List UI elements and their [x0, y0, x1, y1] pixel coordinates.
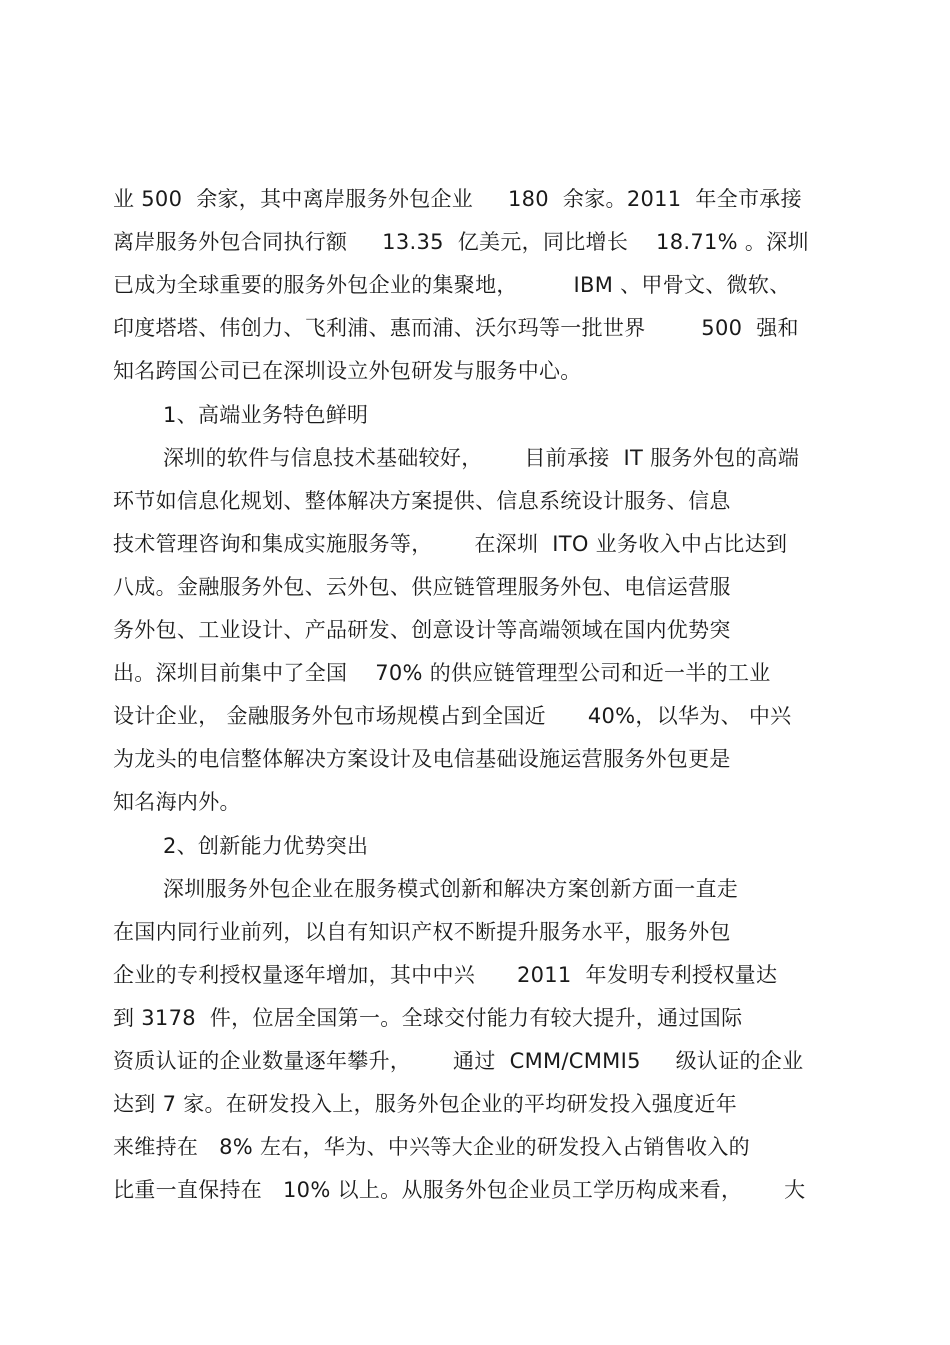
section-heading: 1、高端业务特色鲜明 [163, 403, 369, 427]
text-line: 技术管理咨询和集成实施服务等， 在深圳 ITO 业务收入中占比达到 [113, 532, 788, 556]
text-line: 在国内同行业前列，以自有知识产权不断提升服务水平，服务外包 [113, 920, 731, 944]
text-line: 离岸服务外包合同执行额 13.35 亿美元，同比增长 18.71% 。深圳 [113, 230, 809, 254]
text-line: 业 500 余家，其中离岸服务外包企业 180 余家。2011 年全市承接 [113, 187, 802, 211]
text-line: 环节如信息化规划、整体解决方案提供、信息系统设计服务、信息 [113, 489, 731, 513]
text-line: 务外包、工业设计、产品研发、创意设计等高端领域在国内优势突 [113, 618, 731, 642]
text-line: 八成。金融服务外包、云外包、供应链管理服务外包、电信运营服 [113, 575, 731, 599]
text-line: 比重一直保持在 10% 以上。从服务外包企业员工学历构成来看， 大 [113, 1178, 806, 1202]
text-line: 为龙头的电信整体解决方案设计及电信基础设施运营服务外包更是 [113, 747, 731, 771]
text-line: 印度塔塔、伟创力、飞利浦、惠而浦、沃尔玛等一批世界 500 强和 [113, 316, 799, 340]
text-line: 知名跨国公司已在深圳设立外包研发与服务中心。 [113, 359, 582, 383]
section-heading: 2、创新能力优势突出 [163, 834, 369, 858]
text-line: 到 3178 件，位居全国第一。全球交付能力有较大提升，通过国际 [113, 1006, 743, 1030]
text-line: 设计企业， 金融服务外包市场规模占到全国近 40%，以华为、 中兴 [113, 704, 792, 728]
text-line: 企业的专利授权量逐年增加，其中中兴 2011 年发明专利授权量达 [113, 963, 778, 987]
text-line: 来维持在 8% 左右，华为、中兴等大企业的研发投入占销售收入的 [113, 1135, 750, 1159]
text-line: 知名海内外。 [113, 790, 241, 814]
text-line: 出。深圳目前集中了全国 70% 的供应链管理型公司和近一半的工业 [113, 661, 771, 685]
text-line: 深圳的软件与信息技术基础较好， 目前承接 IT 服务外包的高端 [163, 446, 800, 470]
text-line: 深圳服务外包企业在服务模式创新和解决方案创新方面一直走 [163, 877, 739, 901]
text-line: 资质认证的企业数量逐年攀升， 通过 CMM/CMMI5 级认证的企业 [113, 1049, 804, 1073]
text-line: 已成为全球重要的服务外包企业的集聚地， IBM 、甲骨文、微软、 [113, 273, 791, 297]
text-line: 达到 7 家。在研发投入上，服务外包企业的平均研发投入强度近年 [113, 1092, 738, 1116]
